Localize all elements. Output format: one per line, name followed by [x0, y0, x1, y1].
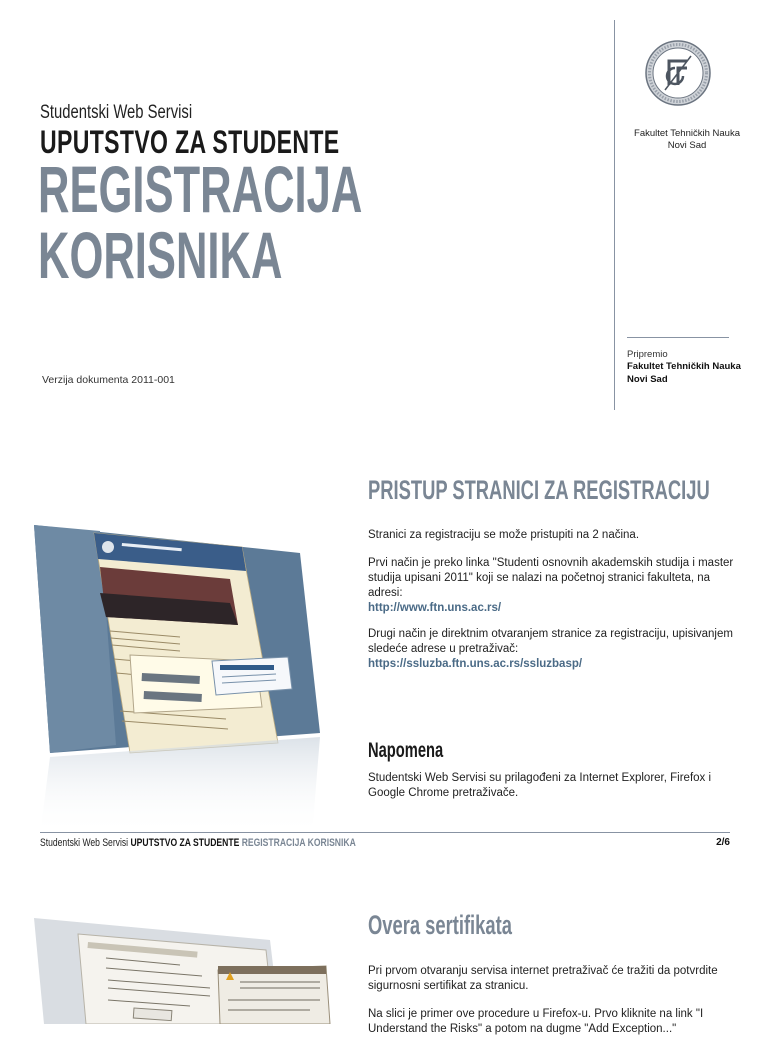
faculty-name-line2: Novi Sad — [667, 139, 707, 151]
registration-page-link[interactable]: https://ssluzba.ftn.uns.ac.rs/ssluzbasp/ — [368, 657, 583, 670]
prepared-line2: Novi Sad — [627, 373, 668, 385]
faculty-name — [627, 128, 747, 152]
page-2 — [0, 430, 768, 850]
horizontal-divider — [627, 337, 729, 338]
paragraph-intro: Stranici za registraciju se može pristupiti na 2 načina. — [368, 529, 640, 541]
cover-big-title-line1: REGISTRACIJA — [38, 152, 363, 226]
note-text: Studentski Web Servisi su prilagođeni za Internet Explorer, Firefox i Google Chrome pretraživače. — [368, 772, 712, 799]
firefox-certificate-screenshot — [30, 910, 350, 1024]
vertical-divider — [614, 20, 615, 410]
paragraph-certificate-intro: Pri prvom otvaranju servisa internet pretraživač će tražiti da potvrdite sigurnosni sertifikat za stranicu. — [368, 965, 718, 992]
prepared-line1: Fakultet Tehničkih Nauka — [627, 361, 741, 373]
paragraph-firefox-example: Na slici je primer ove procedure u Firefox-u. Prvo kliknite na link "I Understand the Risks" a potom na dugme "Add Exception..." — [368, 1008, 704, 1035]
cover-big-title-line2: KORISNIKA — [38, 218, 283, 292]
paragraph-second-way-text: Drugi način je direktnim otvaranjem stranice za registraciju, upisivanjem sledeće adrese u pretraživač: — [368, 628, 733, 655]
footer-part3: REGISTRACIJA KORISNIKA — [241, 837, 356, 849]
paragraph-second-way — [368, 627, 738, 672]
page-number: 2/6 — [716, 837, 730, 848]
paragraph-first-way — [368, 556, 738, 616]
footer-part2: UPUTSTVO ZA STUDENTE — [130, 837, 242, 849]
footer-rule — [40, 832, 730, 833]
footer-title — [40, 837, 356, 849]
cover-page — [0, 0, 768, 420]
cover-main-title: UPUTSTVO ZA STUDENTE — [40, 124, 340, 160]
prepared-label: Pripremio — [627, 349, 668, 360]
footer-part1: Studentski Web Servisi — [40, 837, 131, 849]
section-heading-certificate: Overa sertifikata — [368, 910, 512, 940]
prepared-by — [627, 349, 741, 386]
paragraph-first-way-text: Prvi način je preko linka "Studenti osnovnih akademskih studija i master studija upisani 2011" koji se nalazi na početnoj stranici fakulteta, na adresi: — [368, 557, 734, 599]
page-footer — [0, 832, 768, 852]
faculty-website-link[interactable]: http://www.ftn.uns.ac.rs/ — [368, 601, 502, 614]
note-heading: Napomena — [368, 739, 444, 762]
page-3 — [0, 860, 768, 1035]
cover-subtitle: Studentski Web Servisi — [40, 102, 193, 123]
section-heading-access: PRISTUP STRANICI ZA REGISTRACIJU — [368, 475, 710, 505]
document-version: Verzija dokumenta 2011-001 — [42, 374, 175, 386]
website-screenshot-illustration — [30, 475, 330, 835]
faculty-name-line1: Fakultet Tehničkih Nauka — [634, 128, 740, 139]
faculty-seal-icon — [645, 40, 711, 106]
